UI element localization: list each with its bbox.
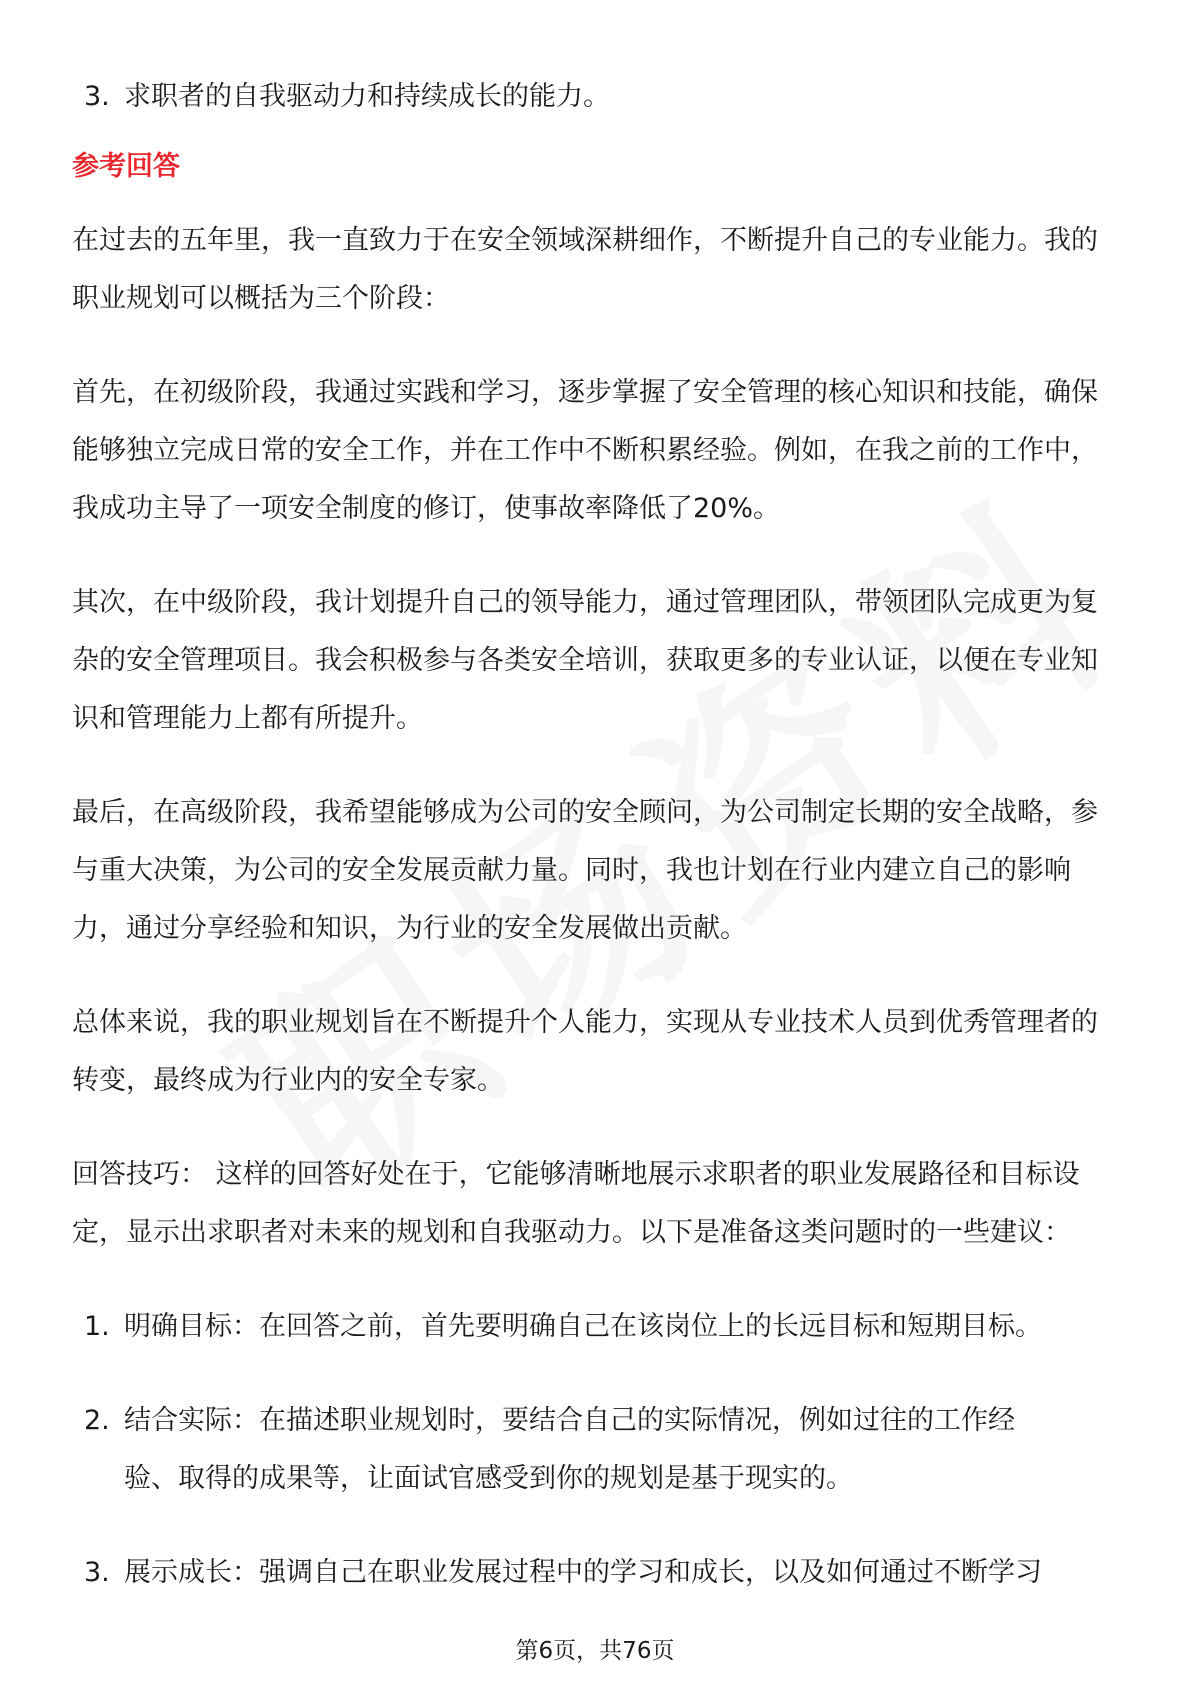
page-footer: 第6页，共76页 [515,1638,675,1664]
list-number: 3. [84,81,110,112]
section-heading: 参考回答 [72,151,180,182]
list-number: 2. [84,1405,110,1436]
paragraph: 在过去的五年里，我一直致力于在安全领域深耕细作，不断提升自己的专业能力。我的职业规划可以概括为三个阶段： [72,225,1098,314]
list-item [72,1298,1122,1356]
list-number: 3. [84,1557,110,1588]
list-text: 结合实际：在描述职业规划时，要结合自己的实际情况，例如过往的工作经验、取得的成果等，让面试官感受到你的规划是基于现实的。 [124,1405,1015,1494]
list-text: 展示成长：强调自己在职业发展过程中的学习和成长，以及如何通过不断学习 [124,1557,1042,1588]
list-item [72,1544,1122,1602]
list-number: 1. [84,1311,110,1342]
list-item [72,1392,1122,1508]
list-item [72,68,1122,126]
list-text: 明确目标：在回答之前，首先要明确自己在该岗位上的长远目标和短期目标。 [124,1311,1042,1342]
list-text: 求职者的自我驱动力和持续成长的能力。 [124,81,610,112]
paragraph: 最后，在高级阶段，我希望能够成为公司的安全顾问，为公司制定长期的安全战略，参与重大决策，为公司的安全发展贡献力量。同时，我也计划在行业内建立自己的影响力，通过分享经验和知识，为行业的安全发展做出贡献。 [72,797,1098,944]
paragraph: 总体来说，我的职业规划旨在不断提升个人能力，实现从专业技术人员到优秀管理者的转变，最终成为行业内的安全专家。 [72,1007,1098,1096]
paragraph: 回答技巧： 这样的回答好处在于，它能够清晰地展示求职者的职业发展路径和目标设定，显示出求职者对未来的规划和自我驱动力。以下是准备这类问题时的一些建议： [72,1159,1080,1248]
document-body [72,68,1122,1602]
paragraph: 首先，在初级阶段，我通过实践和学习，逐步掌握了安全管理的核心知识和技能，确保能够独立完成日常的安全工作，并在工作中不断积累经验。例如，在我之前的工作中，我成功主导了一项安全制度的修订，使事故率降低了20%。 [72,377,1098,524]
paragraph: 其次，在中级阶段，我计划提升自己的领导能力，通过管理团队，带领团队完成更为复杂的安全管理项目。我会积极参与各类安全培训，获取更多的专业认证，以便在专业知识和管理能力上都有所提升。 [72,587,1098,734]
